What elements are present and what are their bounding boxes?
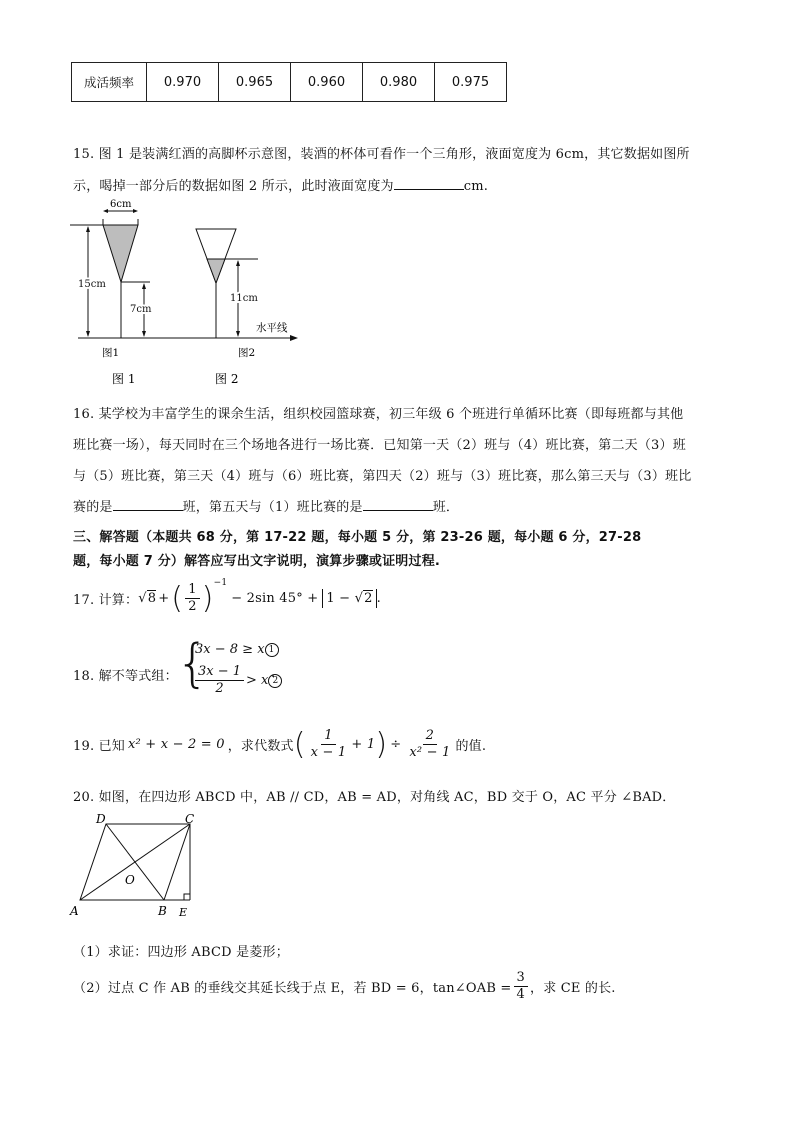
q16-text-c: 班．	[432, 500, 460, 515]
label-a: A	[70, 904, 79, 918]
total-label: 15cm	[78, 279, 106, 290]
label-o: O	[125, 873, 135, 887]
table-cell: 0.965	[219, 63, 291, 102]
exponent: −1	[213, 578, 228, 588]
q15-unit: cm.	[463, 179, 489, 194]
answer-blank	[363, 498, 433, 511]
label-d: D	[96, 812, 106, 826]
tan-fraction: $\frac{3}{4}$	[514, 970, 528, 1003]
table-cell: 0.980	[363, 63, 435, 102]
q20-line1: 20. 如图，在四边形 ABCD 中，AB // CD，AB = AD，对角线 AC，BD 交于 O，AC 平分 ∠BAD．	[73, 790, 676, 805]
stem-label: 7cm	[130, 304, 152, 315]
q20-part1: （1）求证：四边形 ABCD 是菱形；	[73, 945, 289, 960]
q16-line3: 与（5）班比赛，第三天（4）班与（6）班比赛，第四天（2）班与（3）班比赛，那么第三天与（3）班比	[73, 469, 692, 484]
wine-glass-figure	[70, 195, 310, 390]
fig2-height-label: 11cm	[230, 293, 258, 304]
q18-prefix: 18. 解不等式组：	[73, 669, 178, 684]
fig1-caption: 图 1	[112, 372, 136, 386]
glass2-wine	[207, 259, 225, 283]
circled-2: 2	[268, 674, 282, 688]
section3-heading-line2: 题，每小题 7 分）解答应写出文字说明，演算步骤或证明过程.	[73, 554, 441, 569]
table-cell: 0.970	[147, 63, 219, 102]
q16-line2: 班比赛一场），每天同时在三个场地各进行一场比赛．已知第一天（2）班与（4）班比赛，第二天（3）班	[73, 438, 686, 453]
label-b: B	[158, 904, 167, 918]
section3-heading-line1: 三、解答题（本题共 68 分，第 17-22 题，每小题 5 分，第 23-26 题，每小题 6 分，27-28	[73, 530, 642, 545]
circled-1: 1	[265, 643, 279, 657]
horizon-label: 水平线	[256, 322, 288, 334]
q17-mid: − 2sin 45° +	[231, 591, 319, 606]
q16-line4	[73, 496, 459, 515]
glass1-bowl	[103, 225, 138, 282]
q15-line1: 15. 图 1 是装满红酒的高脚杯示意图，装酒的杯体可看作一个三角形，液面宽度为 6cm，其它数据如图所	[73, 147, 690, 162]
q20-part2: （2）过点 C 作 AB 的垂线交其延长线于点 E，若 BD = 6，tan∠OAB = $\frac{3}{4}$ ，求 CE 的长.	[73, 970, 616, 1002]
q16-text-a: 赛的是	[73, 500, 113, 515]
table-row	[72, 63, 507, 102]
q16-line1: 16. 某学校为丰富学生的课余生活，组织校园篮球赛，初三年级 6 个班进行单循环比赛（即每班都与其他	[73, 407, 684, 422]
survival-rate-table	[71, 62, 507, 102]
system-brace: {	[176, 634, 210, 694]
abs-value: 1 − √2	[322, 589, 376, 608]
q19-equation: x² + x − 2 = 0	[128, 737, 225, 752]
table-cell: 0.960	[291, 63, 363, 102]
table-header-cell: 成活频率	[72, 63, 147, 102]
q15-line2	[73, 175, 488, 194]
q16-text-b: 班，第五天与（1）班比赛的是	[182, 500, 363, 515]
fig2-caption: 图 2	[215, 372, 239, 386]
answer-blank	[394, 177, 464, 190]
q17-prefix: 17. 计算：	[73, 593, 139, 608]
q15-text: 示，喝掉一部分后的数据如图 2 所示，此时液面宽度为	[73, 179, 394, 194]
table-cell: 0.975	[435, 63, 507, 102]
fig1-inner-caption: 图1	[102, 347, 120, 359]
width-label: 6cm	[110, 199, 132, 210]
sqrt-8: √8	[138, 591, 157, 606]
q19: 19. 已知 x² + x − 2 = 0 ，求代数式 ( $\frac{1}{x - 1}$ + 1 ) ÷ $\frac{2}{\text{x² − 1}}$ 的值.	[73, 726, 487, 762]
diagonal-bd	[106, 824, 164, 900]
label-e: E	[179, 906, 188, 919]
rhombus-figure	[66, 812, 206, 924]
fraction-half: $\frac{1}{2}$	[185, 582, 199, 615]
q17: 17. 计算： √8 + ( $\frac{1}{2}$ ) $^{-1}$ − 2sin 45° + 1 − √2 .	[73, 578, 381, 616]
ineq-2: $\frac{3x - 1}{2}$ > x 2	[193, 664, 282, 697]
fig2-inner-caption: 图2	[238, 347, 256, 359]
answer-blank	[113, 498, 183, 511]
label-c: C	[185, 812, 195, 826]
ineq-1: 3x − 8 ≥ x 1	[195, 642, 279, 657]
